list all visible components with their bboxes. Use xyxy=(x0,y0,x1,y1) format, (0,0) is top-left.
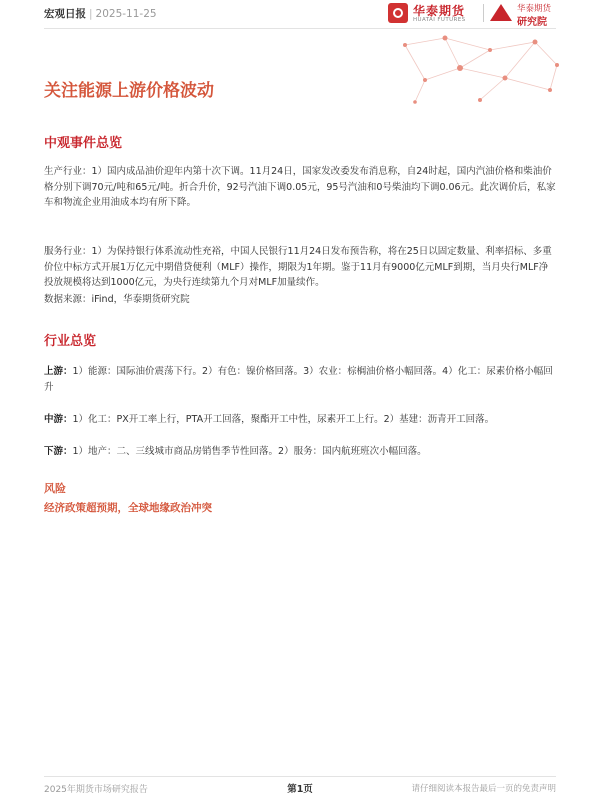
upstream-label: 上游： xyxy=(44,366,73,377)
huatai-logo-icon xyxy=(388,3,408,23)
header-divider xyxy=(44,28,556,29)
header-report-info xyxy=(44,6,157,21)
research-institute-logo-icon xyxy=(490,4,512,21)
paragraph-services: 服务行业：1）为保持银行体系流动性充裕，中国人民银行11月24日发布预告称，将在25日以固定数量、利率招标、多重价位中标方式开展1万亿元中期借贷便利（MLF）操作，期限为1年期。鉴于11月有9000亿元MLF到期，当月央行MLF净投放规模将达到1000亿元，为央行连续第九个月对MLF加量续作。 xyxy=(44,246,552,288)
page-header xyxy=(0,0,600,30)
research-logo-line1: 华泰期货 xyxy=(517,4,552,14)
page-number: 第1页 xyxy=(287,784,313,795)
upstream-paragraph xyxy=(44,364,556,395)
network-decoration-icon xyxy=(385,30,565,110)
risk-heading: 风险 xyxy=(44,482,66,495)
paragraph-production: 生产行业：1）国内成品油价迎年内第十次下调。11月24日，国家发改委发布消息称，自24时起，国内汽油价格和柴油价格分别下调70元/吨和65元/吨。折合升价，92号汽油下调0.05元，95号汽油和0号柴油均下调0.06元。此次调价后，私家车和物流企业用油成本均有所下降。 xyxy=(44,166,556,208)
header-separator: | xyxy=(89,8,93,20)
disclaimer-note: 请仔细阅读本报告最后一页的免责声明 xyxy=(411,784,556,794)
huatai-logo xyxy=(388,2,480,26)
footer-divider xyxy=(44,776,556,777)
section-heading-industry: 行业总览 xyxy=(44,334,97,349)
data-source-note: 数据来源：iFind，华泰期货研究院 xyxy=(44,294,190,305)
report-type: 宏观日报 xyxy=(44,8,86,20)
midstream-label: 中游： xyxy=(44,414,73,425)
downstream-paragraph xyxy=(44,444,556,460)
midstream-text: 1）化工：PX开工率上行，PTA开工回落，聚酯开工中性，尿素开工上行。2）基建：沥青开工回落。 xyxy=(72,414,495,425)
huatai-logo-cn: 华泰期货 xyxy=(413,4,466,18)
page-footer xyxy=(0,776,600,800)
research-institute-logo xyxy=(490,2,570,26)
report-date: 2025-11-25 xyxy=(95,8,157,20)
huatai-logo-en: HUATAI FUTURES xyxy=(413,17,466,23)
downstream-label: 下游： xyxy=(44,446,73,457)
report-title: 关注能源上游价格波动 xyxy=(44,81,214,101)
section-heading-events: 中观事件总览 xyxy=(44,136,123,151)
midstream-paragraph xyxy=(44,412,556,428)
risk-text: 经济政策超预期，全球地缘政治冲突 xyxy=(44,502,212,514)
research-logo-line2: 研究院 xyxy=(517,17,547,28)
upstream-text: 1）能源：国际油价震荡下行。2）有色：镍价格回落。3）农业：棕榈油价格小幅回落。4）化工：尿素价格小幅回升 xyxy=(44,366,553,393)
footer-report-name: 2025年期货市场研究报告 xyxy=(44,785,148,795)
logo-divider xyxy=(483,4,484,22)
downstream-text: 1）地产：二、三线城市商品房销售季节性回落。2）服务：国内航班班次小幅回落。 xyxy=(72,446,427,457)
